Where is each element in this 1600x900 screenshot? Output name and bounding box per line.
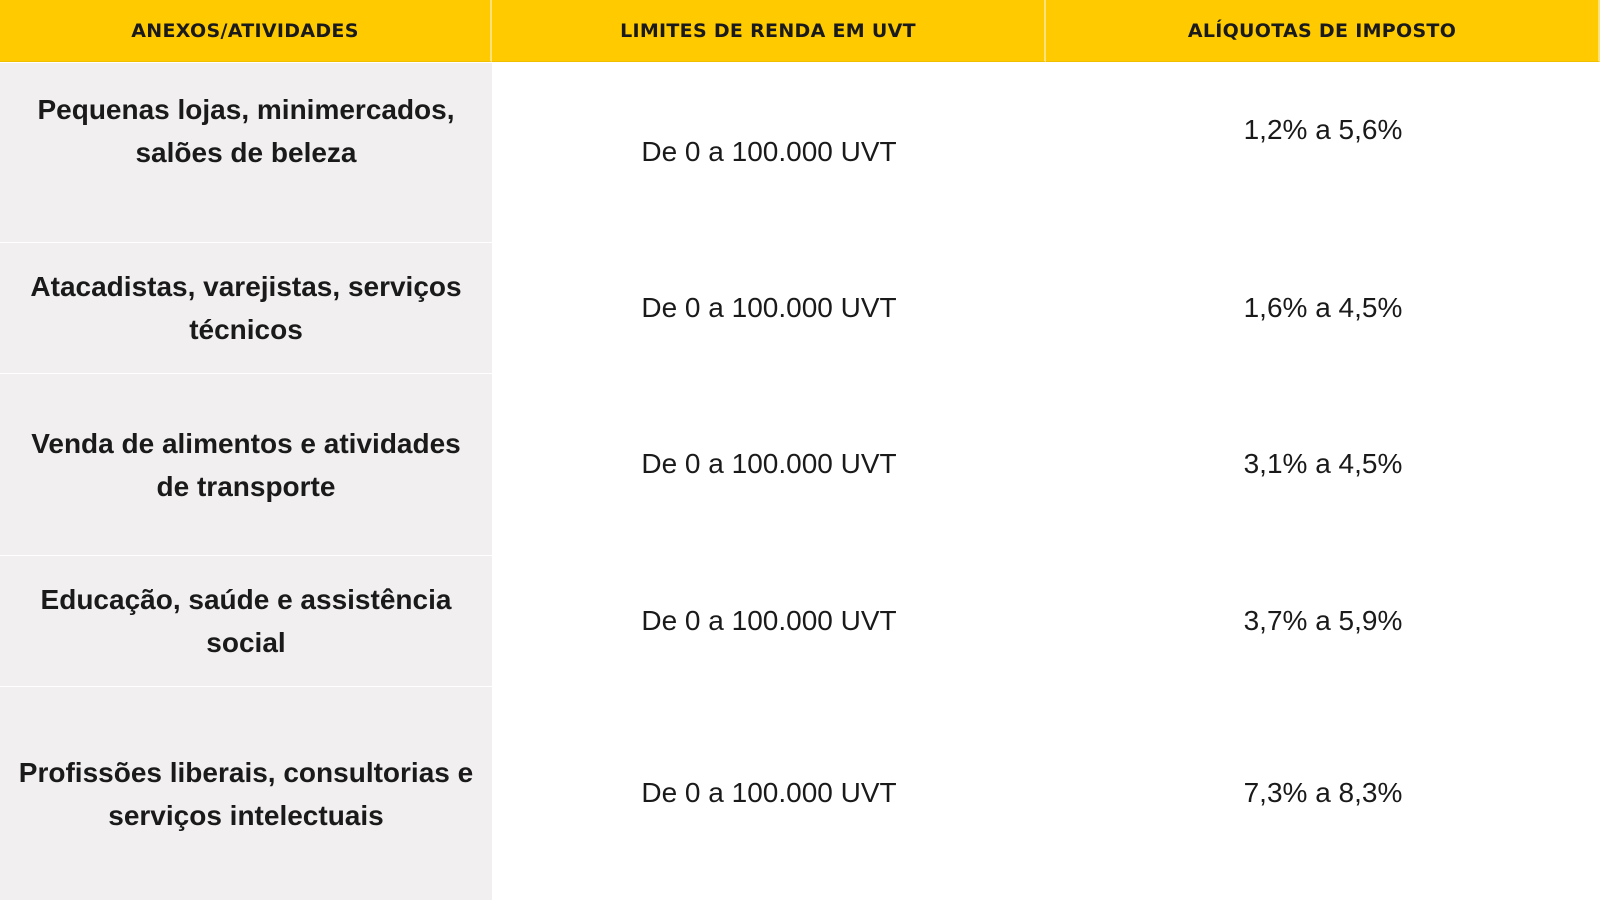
table-row-limit	[492, 555, 1046, 686]
activity-label: Atacadistas, varejistas, serviços técnicos	[30, 271, 462, 345]
rate-value: 3,1% a 4,5%	[1243, 448, 1403, 479]
header-activities: ANEXOS/ATIVIDADES	[0, 0, 492, 62]
activity-label: Pequenas lojas, minimercados, salões de beleza	[37, 93, 455, 168]
table-row-activity	[0, 686, 492, 900]
rate-value: 3,7% a 5,9%	[1243, 604, 1403, 636]
table-row-rate	[1046, 373, 1600, 555]
rate-value: 7,3% a 8,3%	[1243, 777, 1403, 808]
table-row-activity	[0, 373, 492, 555]
rate-value: 1,6% a 4,5%	[1243, 291, 1403, 323]
limit-value: De 0 a 100.000 UVT	[641, 291, 897, 323]
limit-value: De 0 a 100.000 UVT	[641, 448, 897, 479]
table-row-limit	[492, 242, 1046, 373]
limit-value: De 0 a 100.000 UVT	[641, 777, 897, 808]
table-row-activity	[0, 62, 492, 242]
table-row-limit	[492, 686, 1046, 900]
table-row-rate	[1046, 62, 1600, 242]
header-income-limits: LIMITES DE RENDA EM UVT	[492, 0, 1046, 62]
activity-label: Educação, saúde e assistência social	[40, 584, 452, 658]
limit-value: De 0 a 100.000 UVT	[641, 604, 897, 636]
limit-value: De 0 a 100.000 UVT	[641, 136, 897, 167]
activity-label: Profissões liberais, consultorias e serviços intelectuais	[18, 756, 474, 831]
rate-value: 1,2% a 5,6%	[1243, 114, 1403, 145]
table-row-limit	[492, 62, 1046, 242]
table-row-limit	[492, 373, 1046, 555]
header-tax-rates: ALÍQUOTAS DE IMPOSTO	[1046, 0, 1600, 62]
table-row-rate	[1046, 686, 1600, 900]
table-row-activity	[0, 242, 492, 373]
table-row-rate	[1046, 242, 1600, 373]
table-row-activity	[0, 555, 492, 686]
table-row-rate	[1046, 555, 1600, 686]
activity-label: Venda de alimentos e atividades de transporte	[31, 427, 461, 502]
